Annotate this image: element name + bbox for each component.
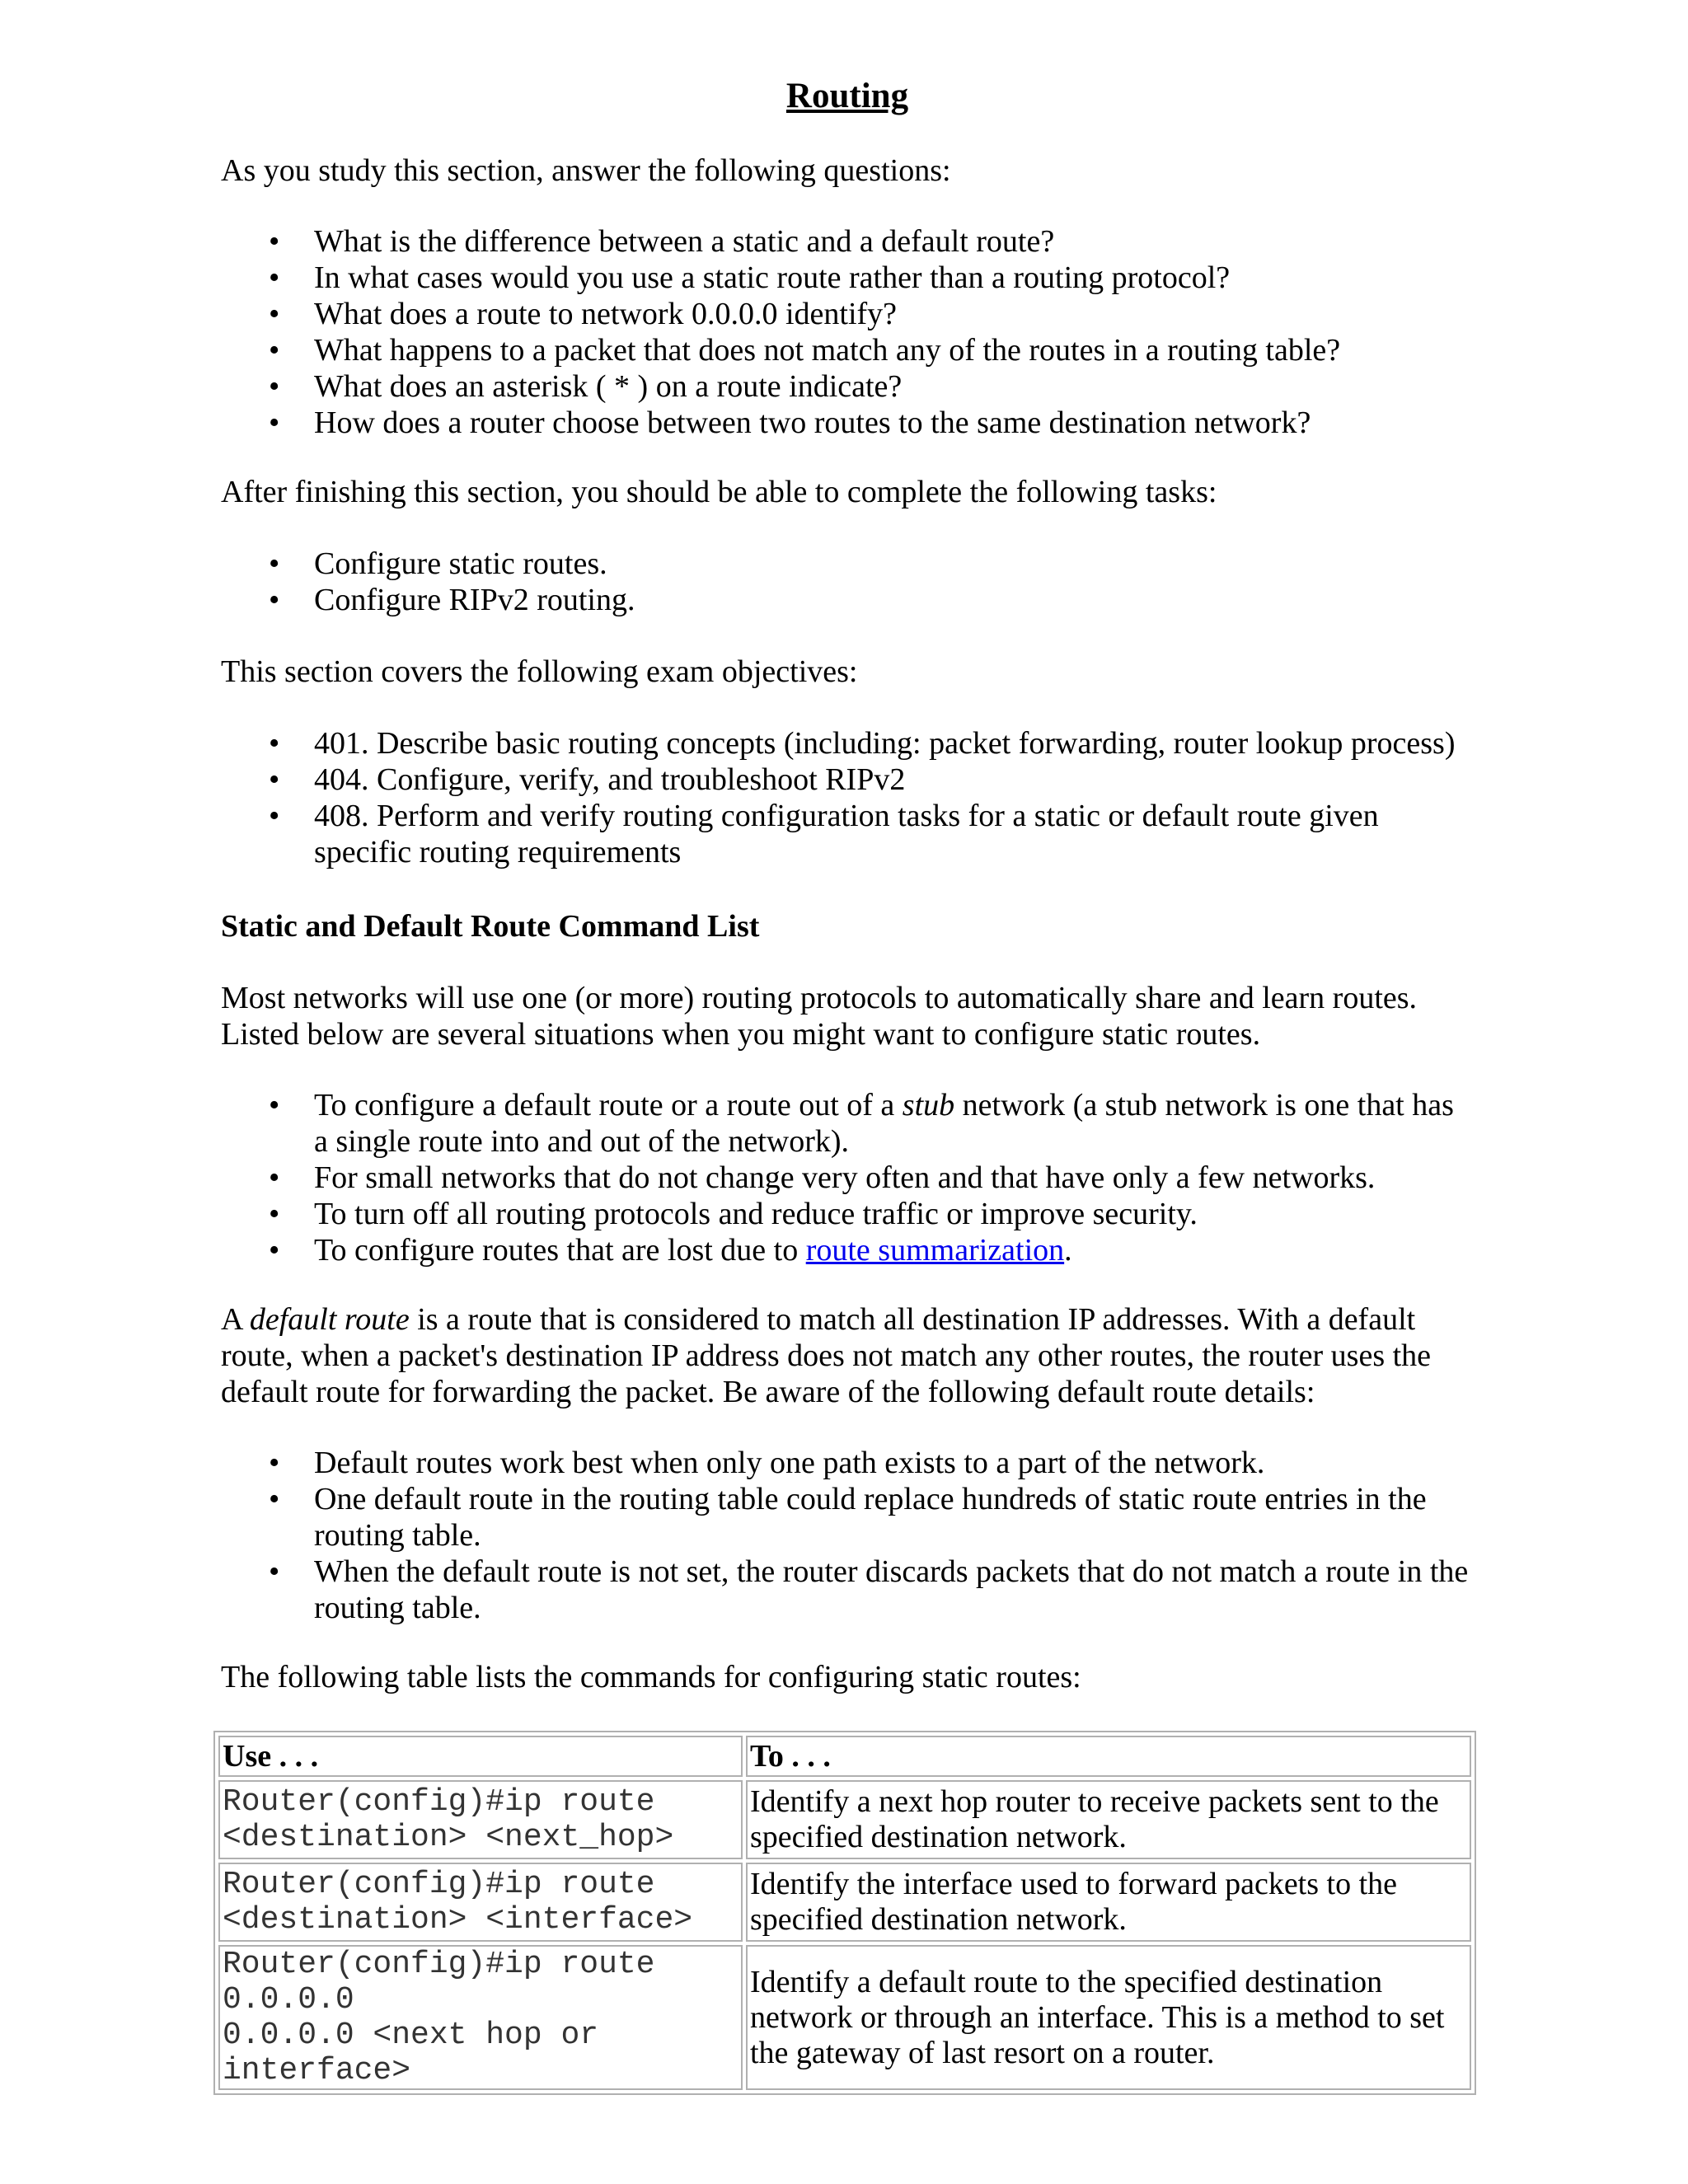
list-item: • When the default route is not set, the router discards packets that do not match a route in the routing table.	[221, 1554, 1474, 1626]
column-header-use: Use . . .	[218, 1736, 743, 1777]
list-item: • 408. Perform and verify routing configuration tasks for a static or default route given specific routing requirements	[221, 798, 1474, 870]
list-item: • Configure RIPv2 routing.	[221, 582, 1474, 618]
text: is a route that is considered to match all destination IP addresses. With a default route, when a packet's destination IP address does not match any other routes, the router uses the default route for forwarding the packet. Be aware of the following default route details:	[221, 1302, 1432, 1409]
networks-paragraph: Most networks will use one (or more) routing protocols to automatically share and learn routes. Listed below are several situations when you might want to configure static routes.	[221, 981, 1418, 1052]
list-item: • What does a route to network 0.0.0.0 identify?	[221, 296, 1474, 332]
situations-list	[221, 1087, 1474, 1268]
default-route-paragraph	[221, 1301, 1474, 1410]
list-item: • To turn off all routing protocols and reduce traffic or improve security.	[221, 1196, 1474, 1232]
table-intro: The following table lists the commands for configuring static routes:	[221, 1660, 1081, 1694]
list-item: • One default route in the routing table could replace hundreds of static route entries in the routing table.	[221, 1481, 1474, 1554]
intro-tasks: After finishing this section, you should be able to complete the following tasks:	[221, 475, 1217, 509]
list-item: • Default routes work best when only one path exists to a part of the network.	[221, 1445, 1474, 1481]
list-item: • What is the difference between a static and a default route?	[221, 223, 1474, 260]
list-item	[221, 1087, 1474, 1160]
command-line: Router(config)#ip route 0.0.0.0	[223, 1947, 655, 2018]
command-line: <destination> <next_hop>	[223, 1820, 674, 1855]
text: To configure a default route or a route out of a	[314, 1088, 903, 1122]
questions-list	[221, 223, 1474, 441]
list-item: • For small networks that do not change very often and that have only a few networks.	[221, 1160, 1474, 1196]
table-row	[218, 1945, 1471, 2090]
description-cell: Identify a next hop router to receive packets sent to the specified destination network.	[746, 1780, 1471, 1859]
list-item	[221, 1232, 1474, 1268]
description-cell: Identify a default route to the specified destination network or through an interface. This is a method to set the gateway of last resort on a router.	[746, 1945, 1471, 2090]
description-cell: Identify the interface used to forward packets to the specified destination network.	[746, 1863, 1471, 1942]
tasks-list	[221, 546, 1474, 618]
list-item: • Configure static routes.	[221, 546, 1474, 582]
list-item: • What does an asterisk ( * ) on a route indicate?	[221, 368, 1474, 405]
intro-questions: As you study this section, answer the following questions:	[221, 153, 951, 188]
list-item: • What happens to a packet that does not match any of the routes in a routing table?	[221, 332, 1474, 368]
command-cell	[218, 1945, 743, 2090]
page-title: Routing	[785, 77, 909, 115]
list-item: • In what cases would you use a static route rather than a routing protocol?	[221, 260, 1474, 296]
table-header-row	[218, 1736, 1471, 1777]
intro-objectives: This section covers the following exam objectives:	[221, 654, 858, 689]
column-header-to: To . . .	[746, 1736, 1471, 1777]
list-item: • 401. Describe basic routing concepts (including: packet forwarding, router lookup process)	[221, 725, 1474, 762]
command-line: Router(config)#ip route	[223, 1867, 655, 1902]
command-line: 0.0.0.0 <next hop or interface>	[223, 2018, 599, 2088]
text: network (a stub network is one that has a single route into and out of the network).	[314, 1088, 1454, 1159]
command-cell	[218, 1780, 743, 1859]
stub-term: stub	[902, 1088, 955, 1122]
text: .	[1064, 1233, 1072, 1268]
text: A	[221, 1302, 250, 1337]
objectives-list	[221, 725, 1474, 870]
section-heading: Static and Default Route Command List	[221, 909, 760, 944]
commands-table	[213, 1731, 1476, 2095]
command-line: Router(config)#ip route	[223, 1784, 655, 1820]
route-summarization-link[interactable]: route summarization	[805, 1233, 1065, 1268]
list-item: • How does a router choose between two routes to the same destination network?	[221, 405, 1474, 441]
table-row	[218, 1863, 1471, 1942]
text: To configure routes that are lost due to	[314, 1233, 806, 1268]
list-item: • 404. Configure, verify, and troubleshoot RIPv2	[221, 762, 1474, 798]
command-cell	[218, 1863, 743, 1942]
default-details-list	[221, 1445, 1474, 1626]
default-route-term: default route	[249, 1302, 410, 1337]
table-row	[218, 1780, 1471, 1859]
command-line: <destination> <interface>	[223, 1902, 693, 1938]
